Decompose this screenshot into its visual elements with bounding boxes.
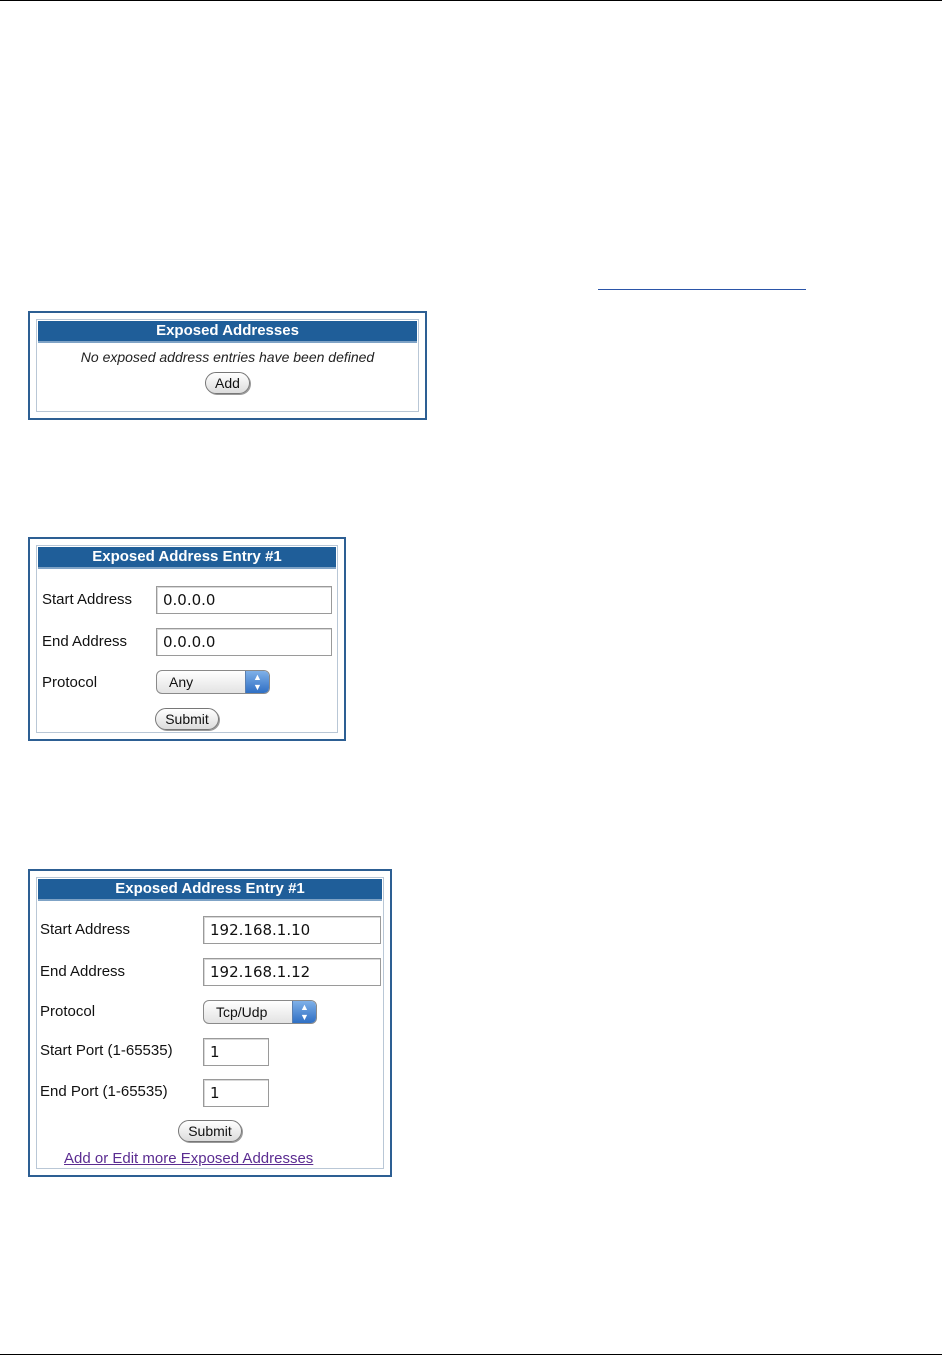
exposed-addresses-panel [28, 311, 427, 420]
panel-title: Exposed Addresses [38, 321, 417, 343]
protocol-label: Protocol [40, 1003, 96, 1020]
empty-message: No exposed address entries have been defined [80, 349, 375, 365]
end-port-label: End Port (1-65535) [40, 1083, 168, 1100]
link-underline [598, 289, 806, 290]
exposed-address-entry-panel-empty [28, 537, 346, 741]
start-address-input[interactable]: 0.0.0.0 [156, 586, 332, 614]
exposed-address-entry-panel-filled [28, 869, 392, 1177]
protocol-select-value: Tcp/Udp [216, 1004, 268, 1020]
up-down-arrows-icon: ▲ ▼ [245, 671, 269, 693]
up-down-arrows-icon: ▲ ▼ [292, 1001, 316, 1023]
top-rule [0, 0, 942, 1]
panel-frame [36, 319, 419, 412]
protocol-label: Protocol [42, 674, 98, 691]
panel-frame [36, 877, 384, 1169]
end-address-label: End Address [40, 963, 126, 980]
submit-button[interactable]: Submit [178, 1120, 242, 1142]
start-address-input[interactable]: 192.168.1.10 [203, 916, 381, 944]
panel-title: Exposed Address Entry #1 [38, 879, 382, 901]
start-address-label: Start Address [42, 591, 133, 608]
panel-frame [36, 545, 338, 733]
add-button[interactable]: Add [205, 372, 250, 394]
start-port-label: Start Port (1-65535) [40, 1042, 173, 1059]
end-address-input[interactable]: 0.0.0.0 [156, 628, 332, 656]
start-port-input[interactable]: 1 [203, 1038, 269, 1066]
protocol-select[interactable] [203, 1000, 317, 1024]
add-or-edit-more-link[interactable]: Add or Edit more Exposed Addresses [64, 1150, 314, 1167]
panel-title: Exposed Address Entry #1 [38, 547, 336, 569]
end-address-label: End Address [42, 633, 128, 650]
start-address-label: Start Address [40, 921, 131, 938]
end-address-input[interactable]: 192.168.1.12 [203, 958, 381, 986]
protocol-select-value: Any [169, 674, 194, 690]
end-port-input[interactable]: 1 [203, 1079, 269, 1107]
bottom-rule [0, 1354, 942, 1355]
submit-button[interactable]: Submit [155, 708, 219, 730]
protocol-select[interactable] [156, 670, 270, 694]
